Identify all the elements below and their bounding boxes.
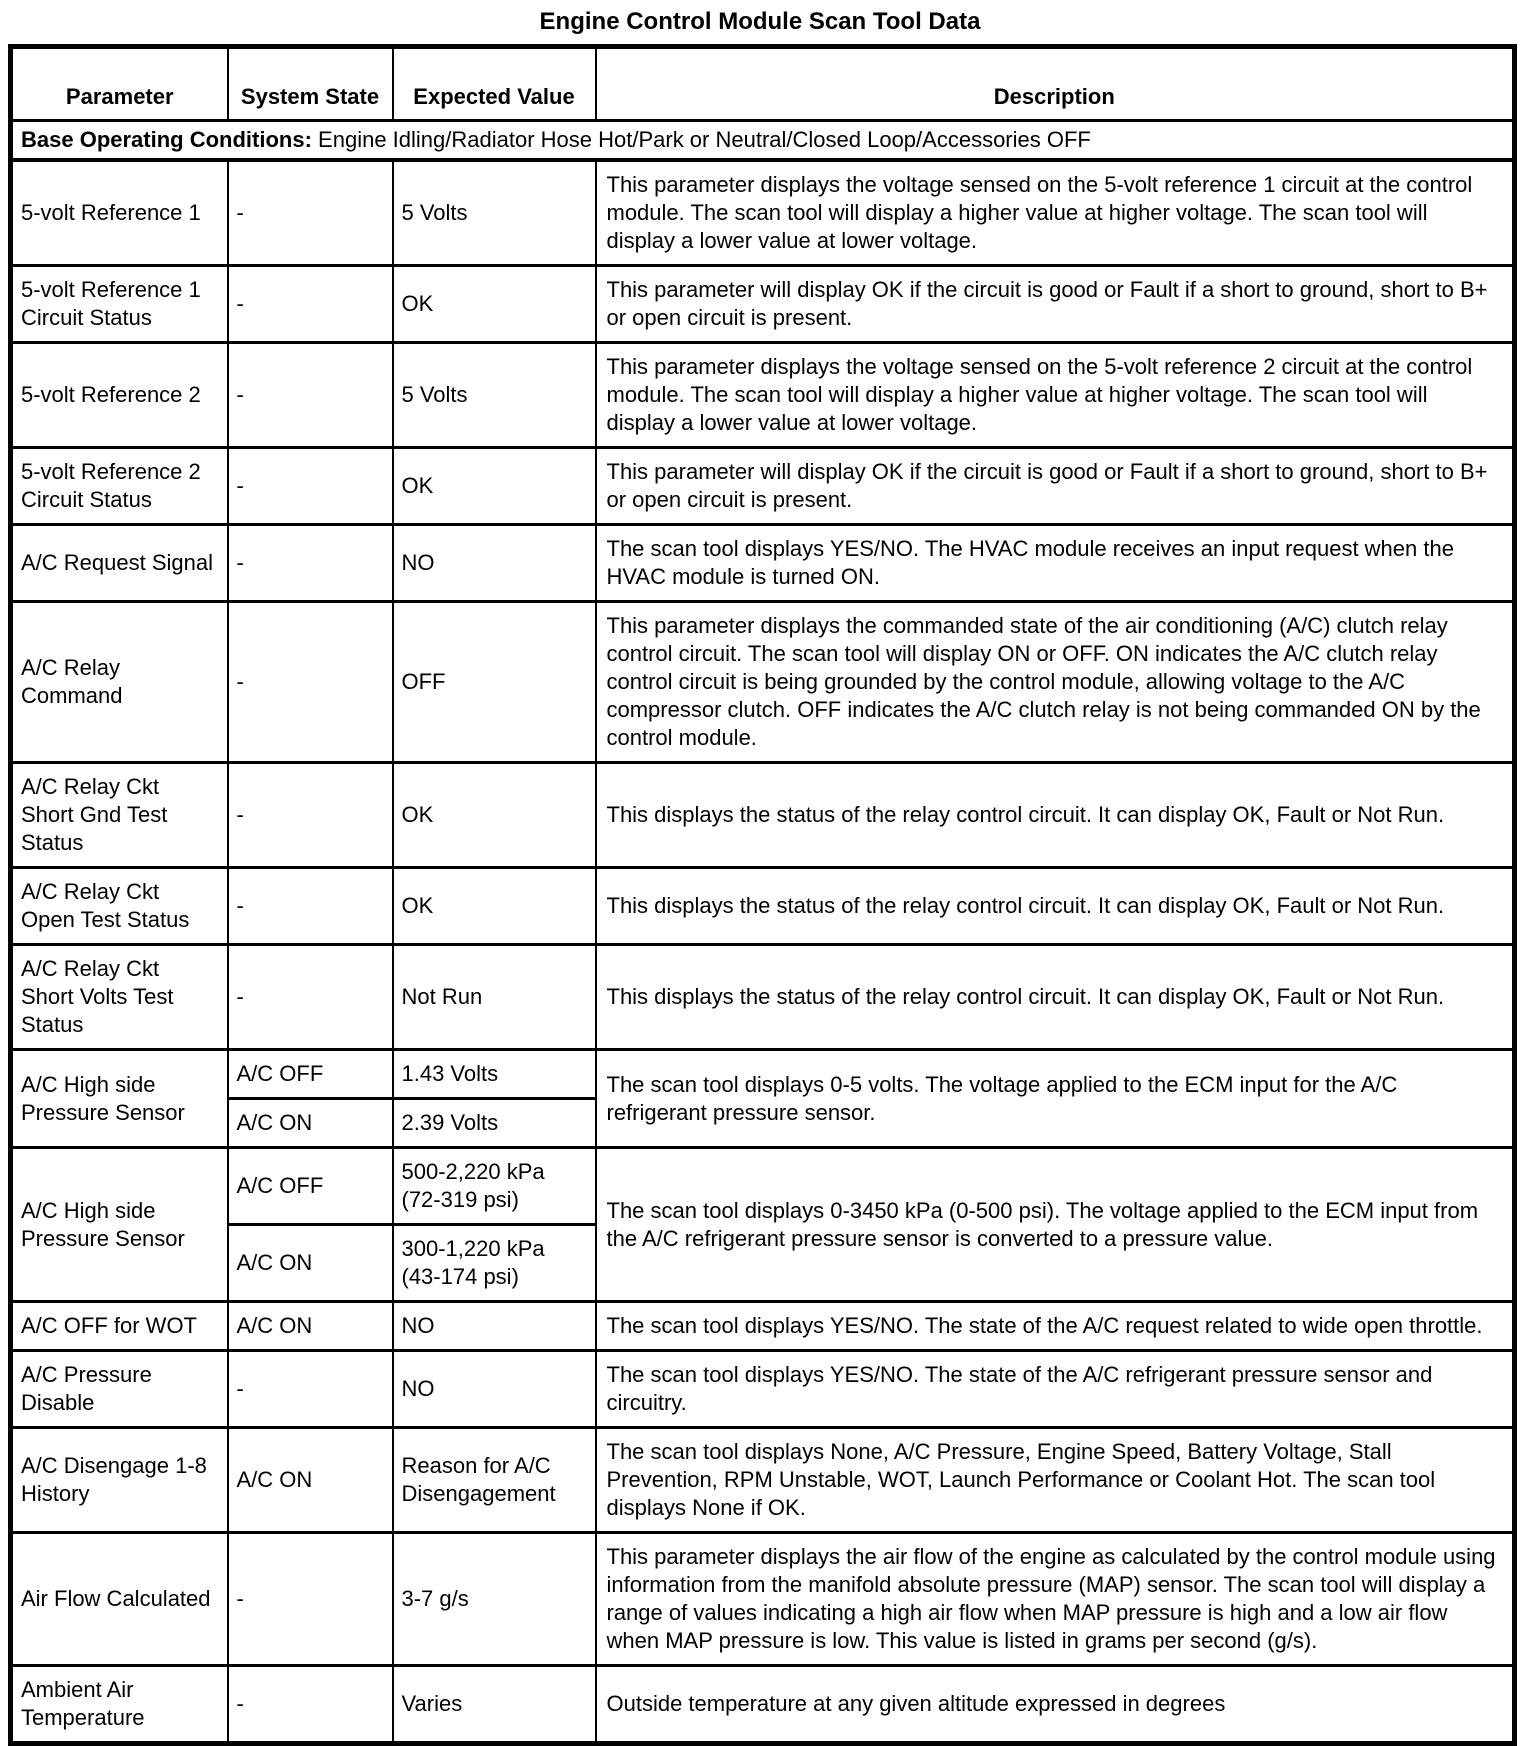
table-row [11,1428,1515,1533]
parameter-cell: A/C Relay Command [11,602,228,763]
system-state-cell: - [228,602,393,763]
system-state-cell: - [228,945,393,1050]
table-row [11,1533,1515,1666]
description-cell: The scan tool displays YES/NO. The state of the A/C request related to wide open throttle. [596,1302,1515,1351]
expected-value-cell: OFF [393,602,596,763]
system-state-cell: - [228,448,393,525]
parameter-cell: 5-volt Reference 2 Circuit Status [11,448,228,525]
description-cell: The scan tool displays YES/NO. The state of the A/C refrigerant pressure sensor and circuitry. [596,1351,1515,1428]
expected-value-cell: OK [393,266,596,343]
column-header-expected-value: Expected Value [393,47,596,121]
parameter-cell: A/C Relay Ckt Short Gnd Test Status [11,763,228,868]
parameter-cell: 5-volt Reference 2 [11,343,228,448]
table-row [11,160,1515,266]
section-label: Base Operating Conditions: [21,127,312,152]
table-row [11,525,1515,602]
description-cell: This parameter displays the commanded state of the air conditioning (A/C) clutch relay control circuit. The scan tool will display ON or OFF. ON indicates the A/C clutch relay control circuit is being grounded by the control module, allowing voltage to the A/C compressor clutch. OFF indicates the A/C clutch relay is not being commanded ON by the control module. [596,602,1515,763]
base-operating-conditions-row [11,121,1515,161]
table-row [11,1666,1515,1744]
description-cell: This parameter displays the voltage sensed on the 5-volt reference 1 circuit at the control module. The scan tool will display a higher value at higher voltage. The scan tool will display a lower value at lower voltage. [596,160,1515,266]
parameter-cell: A/C Disengage 1-8 History [11,1428,228,1533]
header-row [11,47,1515,121]
system-state-cell: - [228,1533,393,1666]
description-cell: The scan tool displays None, A/C Pressure, Engine Speed, Battery Voltage, Stall Prevention, RPM Unstable, WOT, Launch Performance or Coolant Hot. The scan tool displays None if OK. [596,1428,1515,1533]
parameter-cell: A/C OFF for WOT [11,1302,228,1351]
system-state-cell: - [228,525,393,602]
expected-value-cell: Not Run [393,945,596,1050]
system-state-cell: A/C ON [228,1099,393,1148]
expected-value-cell: 2.39 Volts [393,1099,596,1148]
system-state-cell: A/C ON [228,1428,393,1533]
description-cell: The scan tool displays 0-5 volts. The voltage applied to the ECM input for the A/C refrigerant pressure sensor. [596,1050,1515,1148]
description-cell: This parameter will display OK if the circuit is good or Fault if a short to ground, short to B+ or open circuit is present. [596,266,1515,343]
system-state-cell: A/C ON [228,1302,393,1351]
expected-value-cell: OK [393,763,596,868]
parameter-cell: Air Flow Calculated [11,1533,228,1666]
description-cell: This displays the status of the relay control circuit. It can display OK, Fault or Not Run. [596,868,1515,945]
parameter-cell: A/C Relay Ckt Short Volts Test Status [11,945,228,1050]
parameter-cell: Ambient Air Temperature [11,1666,228,1744]
table-row [11,1302,1515,1351]
description-cell: The scan tool displays YES/NO. The HVAC module receives an input request when the HVAC module is turned ON. [596,525,1515,602]
table-row [11,945,1515,1050]
parameter-cell: A/C High side Pressure Sensor [11,1050,228,1148]
system-state-cell: - [228,266,393,343]
expected-value-cell: NO [393,525,596,602]
system-state-cell: - [228,160,393,266]
page-title: Engine Control Module Scan Tool Data [539,8,981,35]
description-cell: This parameter displays the air flow of the engine as calculated by the control module using information from the manifold absolute pressure (MAP) sensor. The scan tool will display a range of values indicating a high air flow when MAP pressure is high and a low air flow when MAP pressure is low. This value is listed in grams per second (g/s). [596,1533,1515,1666]
system-state-cell: - [228,1666,393,1744]
parameter-cell: 5-volt Reference 1 Circuit Status [11,266,228,343]
table-row [11,1351,1515,1428]
parameter-cell: A/C Relay Ckt Open Test Status [11,868,228,945]
system-state-cell: - [228,763,393,868]
scan-tool-data-table [8,44,1517,1746]
expected-value-cell: Varies [393,1666,596,1744]
description-cell: This parameter displays the voltage sensed on the 5-volt reference 2 circuit at the control module. The scan tool will display a higher value at higher voltage. The scan tool will display a lower value at lower voltage. [596,343,1515,448]
table-row [11,448,1515,525]
table-row [11,763,1515,868]
description-cell: This displays the status of the relay control circuit. It can display OK, Fault or Not Run. [596,945,1515,1050]
description-cell: The scan tool displays 0-3450 kPa (0-500 psi). The voltage applied to the ECM input from the A/C refrigerant pressure sensor is converted to a pressure value. [596,1148,1515,1302]
system-state-cell: - [228,868,393,945]
expected-value-cell: 1.43 Volts [393,1050,596,1099]
table-row [11,1148,1515,1225]
parameter-cell: A/C Pressure Disable [11,1351,228,1428]
expected-value-cell: OK [393,448,596,525]
column-header-description: Description [596,47,1515,121]
expected-value-cell: 5 Volts [393,160,596,266]
table-row [11,602,1515,763]
table-row [11,868,1515,945]
parameter-cell: 5-volt Reference 1 [11,160,228,266]
column-header-parameter: Parameter [11,47,228,121]
expected-value-cell: 3-7 g/s [393,1533,596,1666]
expected-value-cell: Reason for A/C Disengagement [393,1428,596,1533]
system-state-cell: A/C OFF [228,1148,393,1225]
expected-value-cell: OK [393,868,596,945]
table-body [11,160,1515,1744]
section-conditions-text: Engine Idling/Radiator Hose Hot/Park or Neutral/Closed Loop/Accessories OFF [318,127,1091,152]
description-cell: This parameter will display OK if the circuit is good or Fault if a short to ground, short to B+ or open circuit is present. [596,448,1515,525]
table-row [11,343,1515,448]
system-state-cell: A/C ON [228,1225,393,1302]
column-header-system-state: System State [228,47,393,121]
parameter-cell: A/C High side Pressure Sensor [11,1148,228,1302]
expected-value-cell: NO [393,1351,596,1428]
table-row [11,1050,1515,1099]
expected-value-cell: 5 Volts [393,343,596,448]
base-operating-conditions-cell [11,121,1515,161]
parameter-cell: A/C Request Signal [11,525,228,602]
system-state-cell: - [228,343,393,448]
description-cell: Outside temperature at any given altitude expressed in degrees [596,1666,1515,1744]
expected-value-cell: 500-2,220 kPa (72-319 psi) [393,1148,596,1225]
system-state-cell: A/C OFF [228,1050,393,1099]
expected-value-cell: NO [393,1302,596,1351]
expected-value-cell: 300-1,220 kPa (43-174 psi) [393,1225,596,1302]
table-row [11,266,1515,343]
description-cell: This displays the status of the relay control circuit. It can display OK, Fault or Not Run. [596,763,1515,868]
system-state-cell: - [228,1351,393,1428]
